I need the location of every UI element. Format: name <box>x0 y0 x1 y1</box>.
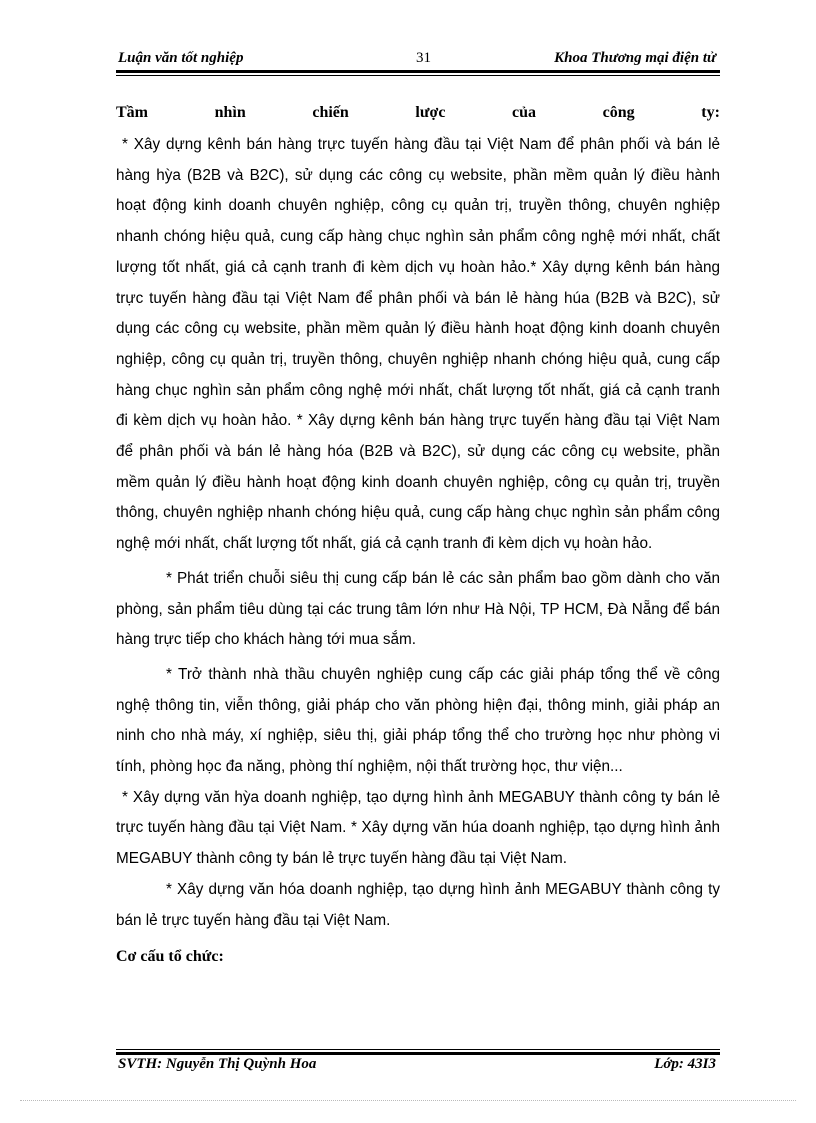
footer-student: SVTH: Nguyễn Thị Quỳnh Hoa <box>118 1056 317 1072</box>
page-content <box>116 98 720 972</box>
page-edge-divider <box>20 1100 796 1101</box>
paragraph-online-sales: * Xây dựng kênh bán hàng trực tuyến hàng đầu tại Việt Nam để phân phối và bán lẻ hàng hỳa (B2B và B2C), sử dụng các công cụ website, phần mềm quản lý điều hành hoạt động kinh doanh chuyên nghiệp, công cụ quản trị, truyền thông, chuyên nghiệp nhanh chóng hiệu quả, cung cấp hàng chục nghìn sản phẩm công nghệ mới nhất, chất lượng tốt nhất, giá cả cạnh tranh đi kèm dịch vụ hoàn hảo.* Xây dựng kênh bán hàng trực tuyến hàng đầu tại Việt Nam để phân phối và bán lẻ hàng húa (B2B và B2C), sử dụng các công cụ website, phần mềm quản lý điều hành hoạt động kinh doanh chuyên nghiệp, công cụ quản trị, truyền thông, chuyên nghiệp nhanh chóng hiệu quả, cung cấp hàng chục nghìn sản phẩm công nghệ mới nhất, chất lượng tốt nhất, giá cả cạnh tranh đi kèm dịch vụ hoàn hảo. * Xây dựng kênh bán hàng trực tuyến hàng đầu tại Việt Nam để phân phối và bán lẻ hàng hóa (B2B và B2C), sử dụng các công cụ website, phần mềm quản lý điều hành hoạt động kinh doanh chuyên nghiệp, công cụ quản trị, truyền thông, chuyên nghiệp nhanh chóng hiệu quả, cung cấp hàng chục nghìn sản phẩm công nghệ mới nhất, chất lượng tốt nhất, giá cả cạnh tranh đi kèm dịch vụ hoàn hảo. <box>116 136 720 553</box>
header-page-number: 31 <box>416 50 431 66</box>
heading-word: của <box>512 104 537 121</box>
footer-rule-thick <box>116 1052 720 1055</box>
heading-word: chiến <box>312 104 349 121</box>
page-footer <box>116 1056 720 1078</box>
heading-word: Tầm <box>116 104 148 121</box>
paragraph-contractor: * Trở thành nhà thầu chuyên nghiệp cung cấp các giải pháp tổng thể về công nghệ thông tin, viễn thông, giải pháp cho văn phòng hiện đại, thông minh, giải pháp an ninh cho nhà máy, xí nghiệp, siêu thị, giải pháp tổng thể cho trường học như phòng vi tính, phòng học đa năng, phòng thí nghiệm, nội thất trường học, thư viện... <box>116 665 720 776</box>
page-header <box>116 50 720 72</box>
heading-word: nhìn <box>214 104 246 121</box>
header-rule-thin <box>116 75 720 76</box>
paragraph-culture-1: * Xây dựng văn hỳa doanh nghiệp, tạo dựng hình ảnh MEGABUY thành công ty bán lẻ trực tuyến hàng đầu tại Việt Nam. * Xây dựng văn húa doanh nghiệp, tạo dựng hình ảnh MEGABUY thành công ty bán lẻ trực tuyến hàng đầu tại Việt Nam. <box>116 788 720 868</box>
paragraph-culture-2: * Xây dựng văn hóa doanh nghiệp, tạo dựng hình ảnh MEGABUY thành công ty bán lẻ trực tuyến hàng đầu tại Việt Nam. <box>116 880 720 929</box>
footer-rule-thin <box>116 1049 720 1050</box>
heading-vision <box>116 98 720 130</box>
header-rule-thick <box>116 70 720 73</box>
heading-word: công <box>602 104 635 121</box>
footer-class: Lớp: 43I3 <box>654 1056 716 1072</box>
header-thesis-title: Luận văn tốt nghiệp <box>118 50 244 66</box>
heading-word: lược <box>415 104 446 121</box>
header-faculty: Khoa Thương mại điện tử <box>554 50 716 66</box>
paragraph-supermarket-chain: * Phát triển chuỗi siêu thị cung cấp bán lẻ các sản phẩm bao gồm dành cho văn phòng, sản phẩm tiêu dùng tại các trung tâm lớn như Hà Nội, TP HCM, Đà Nẵng để bán hàng trực tiếp cho khách hàng tới mua sắm. <box>116 569 720 649</box>
heading-org-structure: Cơ cấu tổ chức: <box>116 948 224 966</box>
heading-word: ty: <box>701 104 720 121</box>
